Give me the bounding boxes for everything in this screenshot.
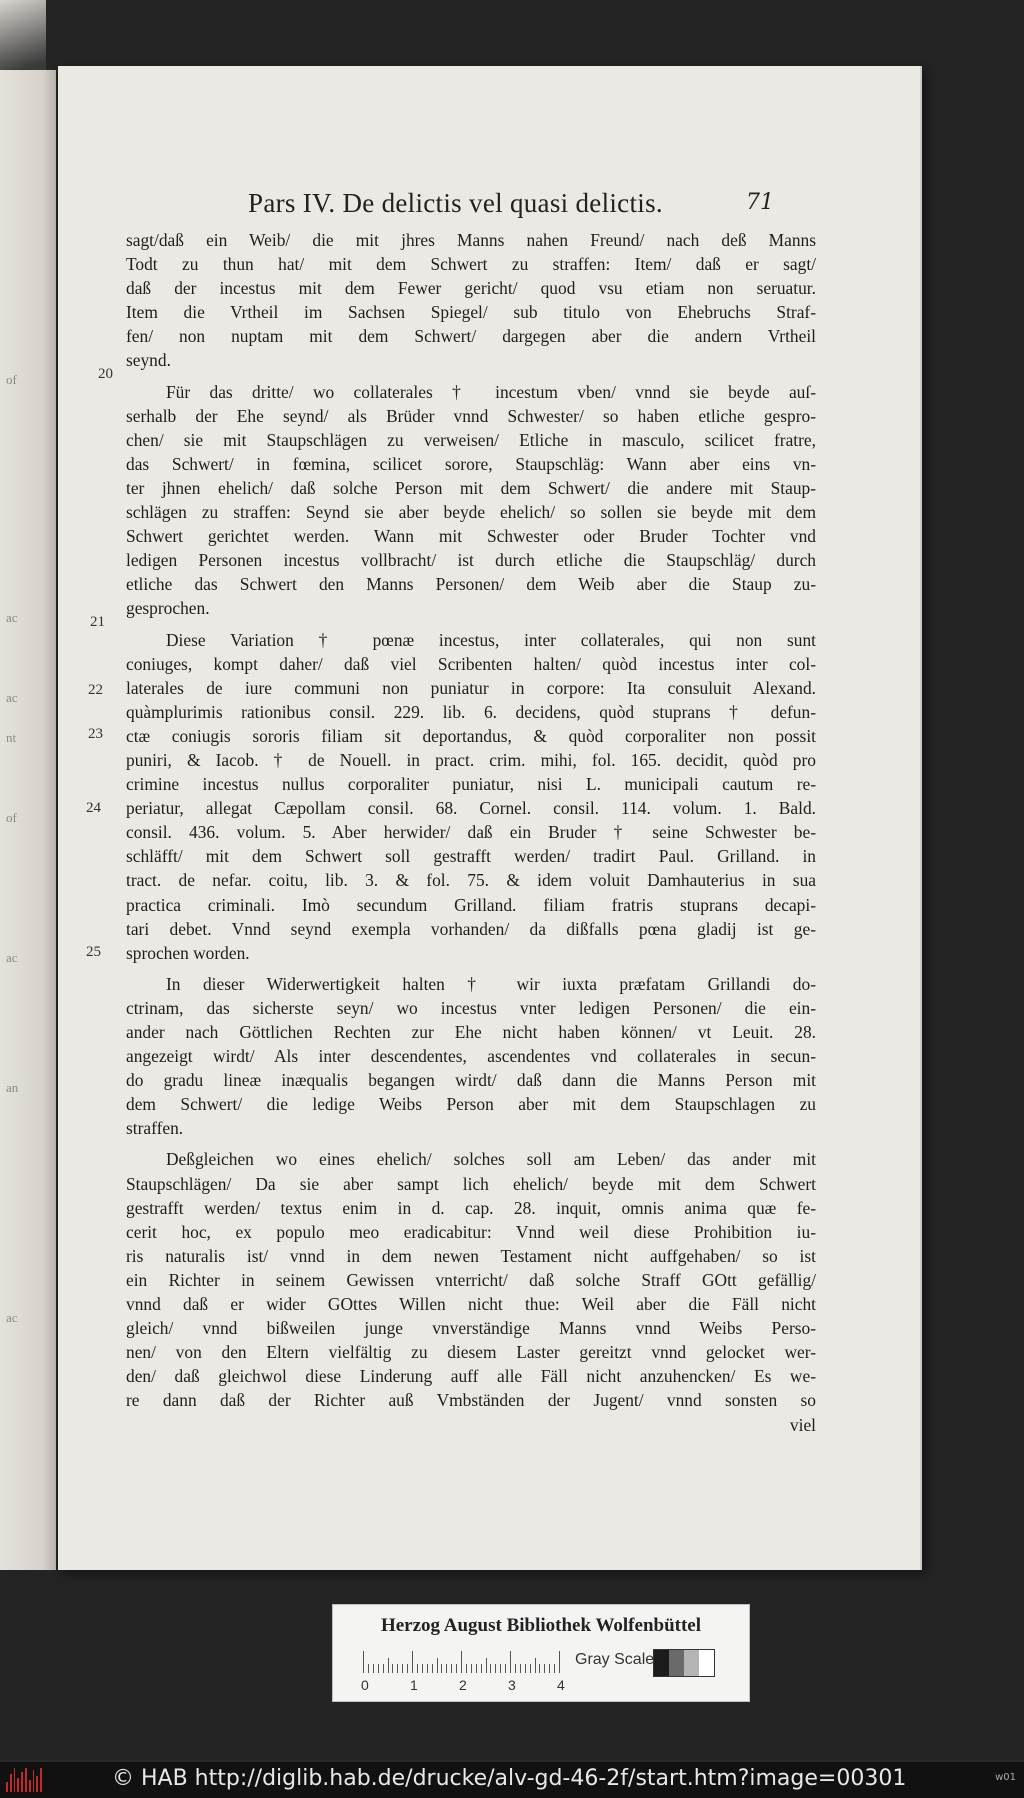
ruler-tick xyxy=(466,1664,467,1673)
ruler-tick xyxy=(397,1664,398,1673)
text-line: vnnd daß er wider GOttes Willen nicht thue: Weil aber die Fäll nicht xyxy=(126,1294,816,1315)
ghost-margin-text: ac xyxy=(6,690,18,705)
catchword: viel xyxy=(789,1414,816,1435)
logo-bar xyxy=(40,1768,42,1792)
text-line: Schwert gerichtet werden. Wann mit Schwester oder Bruder Tochter vnd xyxy=(126,526,816,547)
ruler-tick xyxy=(392,1664,393,1673)
text-line: Für das dritte/ wo collaterales † incestum vben/ vnnd sie beyde auſ- xyxy=(166,381,816,402)
text-line: ander nach Göttlichen Rechten zur Ehe nicht haben können/ vt Leuit. 28. xyxy=(126,1022,816,1042)
gray-scale-label: Gray Scale xyxy=(575,1651,655,1668)
ruler-tick xyxy=(486,1658,487,1673)
logo-bar xyxy=(10,1774,12,1792)
text-line: laterales de iure communi non puniatur in corpore: Ita consuluit Alexand. xyxy=(126,677,816,698)
logo-bar xyxy=(33,1770,35,1792)
ruler-tick xyxy=(363,1651,364,1673)
text-line: sagt/daß ein Weib/ die mit jhres Manns nahen Freund/ nach deß Manns xyxy=(126,230,816,250)
ruler-tick xyxy=(500,1664,501,1673)
text-line: schlägen zu straffen: Seynd sie aber beyde ehelich/ so sollen sie beyde mit dem xyxy=(126,502,816,523)
logo-bar xyxy=(14,1768,16,1792)
ruler-tick xyxy=(407,1664,408,1673)
ghost-margin-text: nt xyxy=(6,730,17,745)
ruler-tick xyxy=(373,1664,374,1673)
text-line: tari debet. Vnnd seynd exempla vorhanden/ da dißfalls pœna gladij ist ge- xyxy=(126,918,816,939)
text-line: sprochen worden. xyxy=(126,942,250,963)
ruler-number: 0 xyxy=(361,1677,369,1693)
ghost-margin-text: ac xyxy=(6,950,18,965)
ruler-tick xyxy=(525,1664,526,1673)
gray-swatch-black xyxy=(654,1650,669,1676)
text-line: fen/ non nuptam mit dem Schwert/ dargegen aber die andern Vrtheil xyxy=(126,326,816,347)
gray-swatch-dark xyxy=(669,1650,684,1676)
ghost-margin-text: ac xyxy=(6,1310,18,1325)
ruler-tick xyxy=(378,1664,379,1673)
text-line: do gradu lineæ inæqualis begangen wirdt/ daß dann die Manns Person mit xyxy=(126,1070,816,1091)
ruler-tick xyxy=(388,1658,389,1673)
ruler-tick xyxy=(427,1664,428,1673)
margin-number: 25 xyxy=(86,944,101,960)
text-line: quàmplurimis rationibus consil. 229. lib. 6. decidens, quòd stuprans † defun- xyxy=(126,701,816,722)
ruler-tick xyxy=(402,1664,403,1673)
ruler-tick xyxy=(490,1664,491,1673)
gray-swatch-white xyxy=(699,1650,714,1676)
text-line: dem Schwert/ die ledige Weibs Person aber mit dem Staupschlagen zu xyxy=(126,1094,816,1115)
text-line: daß der incestus mit dem Fewer gericht/ quod vsu etiam non seruatur. xyxy=(126,278,816,299)
text-line: practica criminali. Imò secundum Grilland. filiam fratris stuprans decapi- xyxy=(126,894,816,915)
folio-number: 71 xyxy=(746,190,774,215)
ruler-tick xyxy=(432,1664,433,1673)
ruler-tick xyxy=(446,1664,447,1673)
text-line: gesprochen. xyxy=(126,598,210,619)
ruler-tick xyxy=(461,1651,462,1673)
ruler-tick xyxy=(539,1664,540,1673)
ruler-tick xyxy=(437,1658,438,1673)
logo-bar xyxy=(6,1782,8,1792)
logo-bar xyxy=(29,1780,31,1792)
margin-number: 23 xyxy=(88,726,103,742)
ruler-tick xyxy=(549,1664,550,1673)
ruler-tick xyxy=(417,1664,418,1673)
ruler-tick xyxy=(476,1664,477,1673)
text-line: etliche das Schwert den Manns Personen/ dem Weib aber die Staup zu- xyxy=(126,574,816,595)
text-line: Staupschlägen/ Da sie aber sampt lich ehelich/ beyde mit dem Schwert xyxy=(126,1173,816,1194)
ruler-tick xyxy=(505,1664,506,1673)
text-line: schläfft/ mit dem Schwert soll gestrafft werden/ tradirt Paul. Grilland. in xyxy=(126,846,816,867)
ruler-tick xyxy=(544,1664,545,1673)
library-color-card xyxy=(332,1604,750,1702)
text-line: puniri, & Iacob. † de Nouell. in pract. crim. mihi, fol. 165. decidit, quòd pro xyxy=(126,749,816,770)
footer-corner-mark: w01 xyxy=(995,1772,1016,1783)
margin-number: 21 xyxy=(90,614,105,630)
gray-scale-swatch xyxy=(653,1649,715,1677)
hab-logo-icon xyxy=(6,1768,42,1792)
ruler-number: 2 xyxy=(459,1677,467,1693)
margin-number: 20 xyxy=(98,366,113,382)
text-line: gleich/ vnnd bißweilen junge vnverständige Manns vnnd Weibs Perso- xyxy=(126,1318,816,1339)
ghost-margin-text: ac xyxy=(6,610,18,625)
text-line: consil. 436. volum. 5. Aber herwider/ daß ein Bruder † seine Schwester be- xyxy=(126,822,816,843)
ruler-tick xyxy=(471,1664,472,1673)
ruler-tick xyxy=(520,1664,521,1673)
ruler-number: 1 xyxy=(410,1677,418,1693)
ruler-tick xyxy=(554,1664,555,1673)
ruler-tick xyxy=(515,1664,516,1673)
previous-page-edge xyxy=(0,70,56,1570)
ghost-margin-text: of xyxy=(6,810,17,825)
text-line: straffen. xyxy=(126,1118,184,1139)
ruler-tick xyxy=(481,1664,482,1673)
ruler-tick xyxy=(383,1664,384,1673)
ruler-tick xyxy=(412,1651,413,1673)
previous-page-corner xyxy=(0,0,46,70)
ruler-tick xyxy=(535,1658,536,1673)
ruler-tick xyxy=(530,1664,531,1673)
text-line: periatur, allegat Cæpollam consil. 68. Cornel. consil. 114. volum. 1. Bald. xyxy=(126,798,816,819)
ruler-scale xyxy=(357,1677,597,1695)
text-line: ter jhnen ehelich/ daß solche Person mit dem Schwert/ die andere mit Staup- xyxy=(126,477,816,498)
ruler-tick xyxy=(422,1664,423,1673)
ruler-tick xyxy=(495,1664,496,1673)
margin-number: 24 xyxy=(86,800,101,816)
logo-bar xyxy=(21,1772,23,1792)
text-line: seynd. xyxy=(126,350,171,371)
ruler-number: 4 xyxy=(557,1677,565,1693)
text-line: ctrinam, das sicherste seyn/ wo incestus vnter ledigen Personen/ die ein- xyxy=(126,997,816,1018)
logo-bar xyxy=(25,1768,27,1792)
gray-swatch-light xyxy=(684,1650,699,1676)
text-line: crimine incestus nullus corporaliter puniatur, nisi L. municipali cautum re- xyxy=(126,774,816,795)
ruler-number: 3 xyxy=(508,1677,516,1693)
text-line: ris naturalis ist/ vnnd in dem newen Testament nicht auffgehaben/ so ist xyxy=(126,1245,816,1266)
text-line: ein Richter in seinem Gewissen vnterricht/ daß solche Straff GOtt gefällig/ xyxy=(126,1269,816,1290)
text-line: nen/ von den Eltern vielfältig zu diesem Laster gereitzt vnnd gelocket wer- xyxy=(126,1342,816,1363)
text-line: Todt zu thun hat/ mit dem Schwert zu straffen: Item/ daß er sagt/ xyxy=(126,254,816,275)
margin-number: 22 xyxy=(88,682,103,698)
ruler-tick xyxy=(559,1651,560,1673)
text-line: ctæ coniugis sororis filiam sit deportandus, & quòd corporaliter non possit xyxy=(126,725,816,746)
text-line: Item die Vrtheil im Sachsen Spiegel/ sub titulo von Ehebruchs Straf- xyxy=(126,302,816,323)
logo-bar xyxy=(36,1776,38,1792)
text-line: tract. de nefar. coitu, lib. 3. & fol. 75. & idem voluit Damhauterius in sua xyxy=(126,870,816,891)
text-line: Diese Variation † pœnæ incestus, inter collaterales, qui non sunt xyxy=(166,629,816,650)
text-line: das Schwert/ in fœmina, scilicet sorore, Staupschläg: Wann aber eins vn- xyxy=(126,453,816,474)
text-line: angezeigt wirdt/ Als inter descendentes, ascendentes vnd collaterales in secun- xyxy=(126,1046,816,1067)
ghost-margin-text: of xyxy=(6,372,17,387)
footer-credit: © HAB http://diglib.hab.de/drucke/alv-gd-46-2f/start.htm?image=00301 xyxy=(112,1766,907,1791)
scanned-page xyxy=(58,66,920,1570)
ruler-tick xyxy=(441,1664,442,1673)
text-line: cerit hoc, ex populo meo eradicabitur: Vnnd weil diese Prohibition iu- xyxy=(126,1221,816,1242)
institution-name: Herzog August Bibliothek Wolfenbüttel xyxy=(380,1615,702,1636)
ruler-tick xyxy=(451,1664,452,1673)
running-head: Pars IV. De delictis vel quasi delictis. xyxy=(248,188,663,218)
text-line: re dann daß der Richter auß Vmbständen der Jugent/ vnnd sonsten so xyxy=(126,1390,816,1411)
text-line: coniuges, kompt daher/ daß viel Scribenten halten/ quòd incestus inter col- xyxy=(126,653,816,674)
text-line: ledigen Personen incestus vollbracht/ ist durch etliche die Staupschläg/ durch xyxy=(126,550,816,571)
ruler-tick xyxy=(510,1651,511,1673)
text-line: chen/ sie mit Staupschlägen zu verweisen/ Etliche in masculo, scilicet fratre, xyxy=(126,429,816,450)
logo-bar xyxy=(17,1778,19,1792)
ghost-margin-text: an xyxy=(6,1080,19,1095)
text-line: Deßgleichen wo eines ehelich/ solches soll am Leben/ das ander mit xyxy=(166,1149,816,1170)
text-line: serhalb der Ehe seynd/ als Brüder vnnd Schwester/ so haben etliche gespro- xyxy=(126,405,816,426)
ruler-tick xyxy=(456,1664,457,1673)
footer-bar xyxy=(0,1762,1024,1798)
ruler-tick xyxy=(368,1664,369,1673)
text-line: den/ daß gleichwol diese Linderung auff alle Fäll nicht anzuhencken/ Es we- xyxy=(126,1366,816,1387)
text-line: In dieser Widerwertigkeit halten † wir iuxta præfatam Grillandi do- xyxy=(166,973,816,994)
measurement-ruler xyxy=(363,1651,559,1673)
text-line: gestrafft werden/ textus enim in d. cap. 28. inquit, omnis anima quæ fe- xyxy=(126,1197,816,1218)
text-body xyxy=(126,228,816,1437)
